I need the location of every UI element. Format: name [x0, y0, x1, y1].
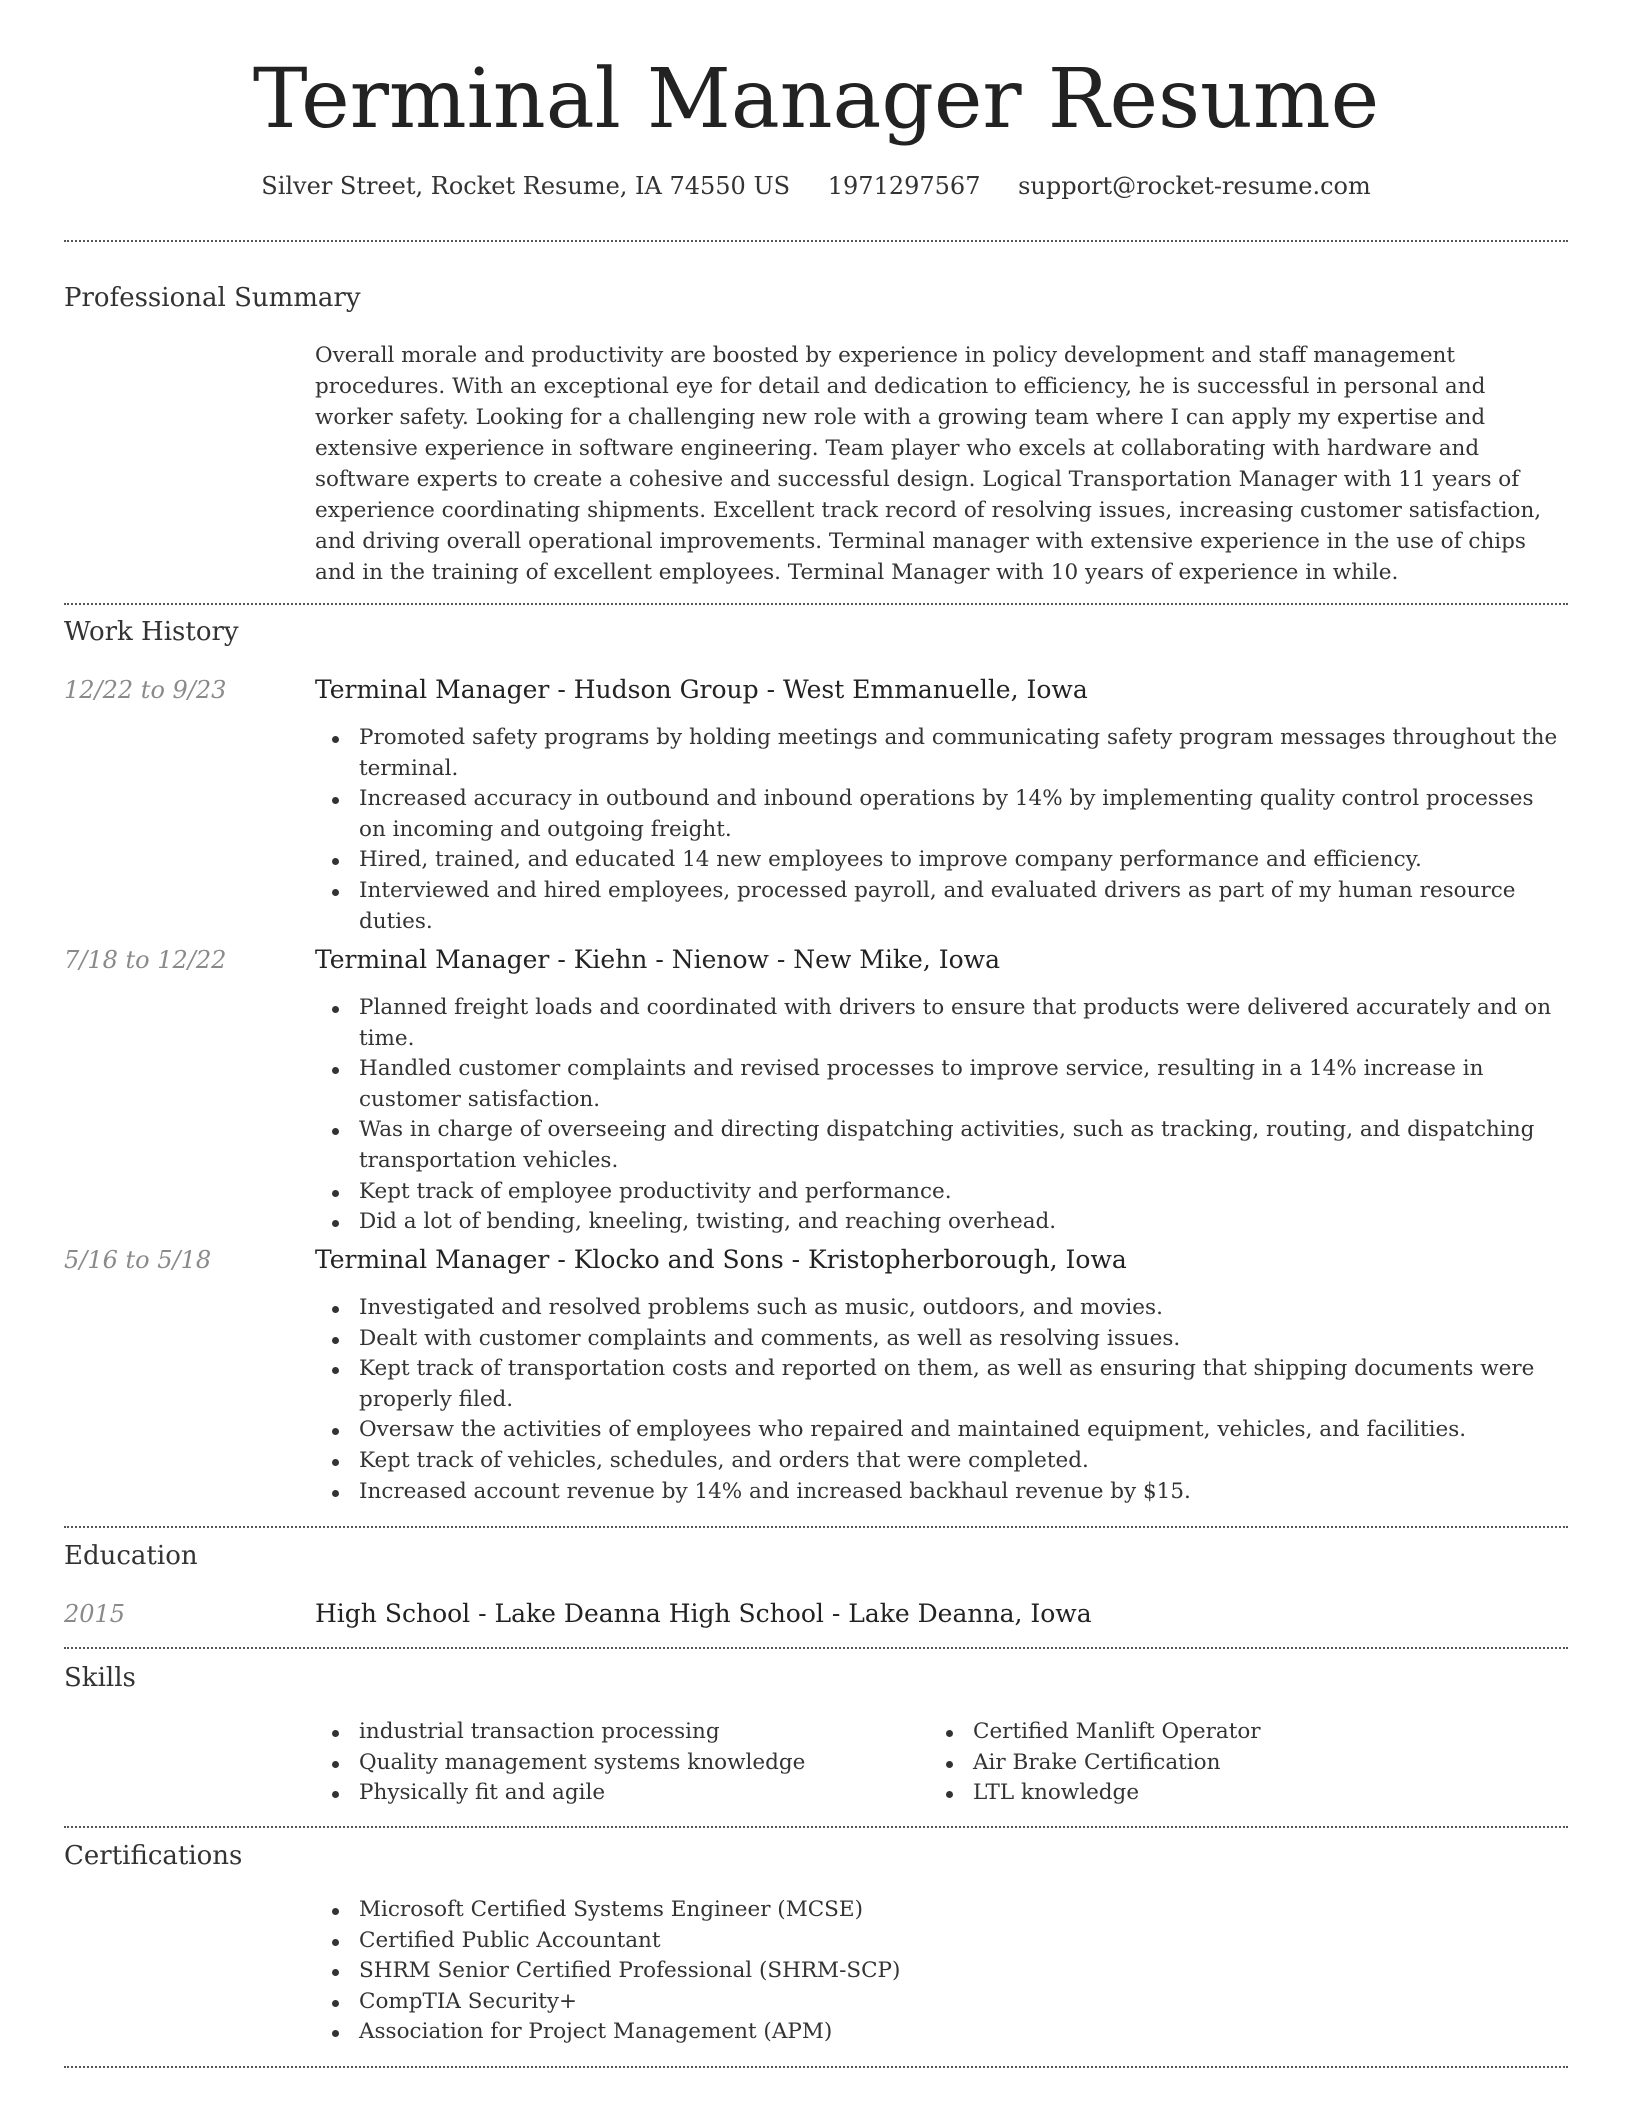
- list-item: industrial transaction processing: [359, 1717, 935, 1748]
- list-item: CompTIA Security+: [359, 1987, 1560, 2018]
- list-item: LTL knowledge: [973, 1778, 1549, 1809]
- list-item: Interviewed and hired employees, processed payroll, and evaluated drivers as part of my human resource duties.: [359, 876, 1560, 937]
- list-item: Increased account revenue by 14% and increased backhaul revenue by $15.: [359, 1477, 1560, 1508]
- education-year: 2015: [64, 1600, 126, 1628]
- section-title-work: Work History: [64, 617, 239, 647]
- list-item: Promoted safety programs by holding meetings and communicating safety program messages throughout the terminal.: [359, 723, 1560, 784]
- address: Silver Street, Rocket Resume, IA 74550 US: [261, 172, 791, 200]
- job-bullets: [315, 993, 1560, 1238]
- skills-list-left: [315, 1717, 935, 1809]
- list-item: Kept track of employee productivity and performance.: [359, 1177, 1560, 1208]
- list-item: Air Brake Certification: [973, 1748, 1549, 1779]
- list-item: Kept track of vehicles, schedules, and orders that were completed.: [359, 1446, 1560, 1477]
- section-title-certifications: Certifications: [64, 1841, 243, 1871]
- job-dates: 7/18 to 12/22: [64, 946, 227, 974]
- list-item: Handled customer complaints and revised processes to improve service, resulting in a 14% increase in customer satisfaction.: [359, 1054, 1560, 1115]
- education-entry: High School - Lake Deanna High School - Lake Deanna, Iowa: [315, 1599, 1092, 1628]
- list-item: Kept track of transportation costs and reported on them, as well as ensuring that shipping documents were properly filed.: [359, 1354, 1560, 1415]
- list-item: Increased accuracy in outbound and inbound operations by 14% by implementing quality control processes on incoming and outgoing freight.: [359, 784, 1560, 845]
- email: support@rocket-resume.com: [1018, 172, 1371, 200]
- list-item: Dealt with customer complaints and comments, as well as resolving issues.: [359, 1324, 1560, 1355]
- divider: [64, 1826, 1568, 1828]
- list-item: Investigated and resolved problems such as music, outdoors, and movies.: [359, 1293, 1560, 1324]
- skills-list-right: [929, 1717, 1549, 1809]
- job-title: Terminal Manager - Klocko and Sons - Kristopherborough, Iowa: [315, 1245, 1127, 1274]
- list-item: Did a lot of bending, kneeling, twisting, and reaching overhead.: [359, 1207, 1560, 1238]
- job-title: Terminal Manager - Kiehn - Nienow - New Mike, Iowa: [315, 945, 1000, 974]
- job-title: Terminal Manager - Hudson Group - West Emmanuelle, Iowa: [315, 675, 1088, 704]
- section-title-summary: Professional Summary: [64, 283, 361, 313]
- section-title-skills: Skills: [64, 1663, 136, 1693]
- divider: [64, 1647, 1568, 1649]
- divider: [64, 240, 1568, 242]
- list-item: Microsoft Certified Systems Engineer (MCSE): [359, 1895, 1560, 1926]
- list-item: Was in charge of overseeing and directing dispatching activities, such as tracking, routing, and dispatching transportation vehicles.: [359, 1115, 1560, 1176]
- phone: 1971297567: [827, 172, 981, 200]
- contact-line: [0, 168, 1632, 204]
- list-item: Association for Project Management (APM): [359, 2017, 1560, 2048]
- list-item: Planned freight loads and coordinated with drivers to ensure that products were delivered accurately and on time.: [359, 993, 1560, 1054]
- list-item: Hired, trained, and educated 14 new employees to improve company performance and efficiency.: [359, 845, 1560, 876]
- list-item: Certified Manlift Operator: [973, 1717, 1549, 1748]
- list-item: SHRM Senior Certified Professional (SHRM-SCP): [359, 1956, 1560, 1987]
- job-bullets: [315, 1293, 1560, 1507]
- certifications-list: [315, 1895, 1560, 2048]
- resume-title: Terminal Manager Resume: [252, 52, 1380, 147]
- divider: [64, 603, 1568, 605]
- list-item: Physically fit and agile: [359, 1778, 935, 1809]
- list-item: Certified Public Accountant: [359, 1926, 1560, 1957]
- divider: [64, 1526, 1568, 1528]
- job-dates: 12/22 to 9/23: [64, 676, 227, 704]
- list-item: Quality management systems knowledge: [359, 1748, 935, 1779]
- divider: [64, 2066, 1568, 2068]
- job-bullets: [315, 723, 1560, 937]
- list-item: Oversaw the activities of employees who repaired and maintained equipment, vehicles, and facilities.: [359, 1415, 1560, 1446]
- summary-text: Overall morale and productivity are boosted by experience in policy development and staff management procedures. With an exceptional eye for detail and dedication to efficiency, he is successful in personal and worker safety. Looking for a challenging new role with a growing team where I can apply my expertise and extensive experience in software engineering. Team player who excels at collaborating with hardware and software experts to create a cohesive and successful design. Logical Transportation Manager with 11 years of experience coordinating shipments. Excellent track record of resolving issues, increasing customer satisfaction, and driving overall operational improvements. Terminal manager with extensive experience in the use of chips and in the training of excellent employees. Terminal Manager with 10 years of experience in while.: [315, 343, 1542, 585]
- job-dates: 5/16 to 5/18: [64, 1246, 212, 1274]
- section-title-education: Education: [64, 1541, 198, 1571]
